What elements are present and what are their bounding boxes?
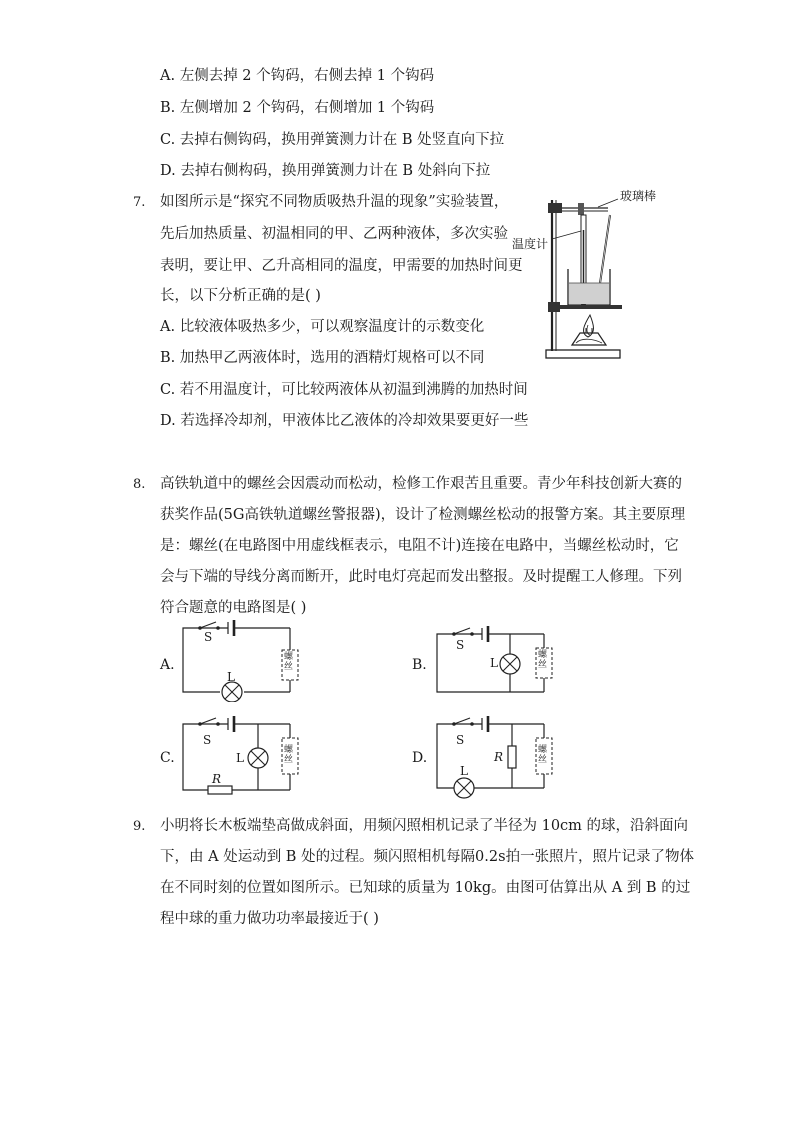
liquid <box>569 283 609 304</box>
circuit-d-lamp-label: L <box>460 764 468 778</box>
q6-option-a: A. 左侧去掉 2 个钩码，右侧去掉 1 个钩码 <box>160 68 435 84</box>
q7-option-d: D. 若选择冷却剂，甲液体比乙液体的冷却效果要更好一些 <box>160 413 529 429</box>
q9-stem-line-1: 小明将长木板端垫高做成斜面，用频闪照相机记录了半径为 10cm 的球，沿斜面向 <box>160 818 689 834</box>
circuit-c-lamp-label: L <box>236 751 244 765</box>
q8-number: 8. <box>133 477 146 492</box>
q6-option-d: D. 去掉右侧构码，换用弹簧测力计在 B 处斜向下拉 <box>160 163 491 179</box>
circuit-c-resistor-label: R <box>212 772 222 786</box>
circuit-a-option-label: A. <box>160 657 175 673</box>
q7-stem-line-3: 表明，要让甲、乙升高相同的温度，甲需要的加热时间更 <box>160 258 523 274</box>
stand-base <box>546 350 620 358</box>
circuit-b-switch-label: S <box>456 638 465 652</box>
circuit-a-screw-label: 螺丝 <box>284 652 294 672</box>
q8-stem-line-5: 符合题意的电路图是( ) <box>160 600 307 616</box>
q8-stem-line-4: 会与下端的导线分离而断开，此时电灯亮起而发出整报。及时提醒工人修理。下列 <box>160 569 682 585</box>
circuit-b-lamp-label: L <box>490 656 498 670</box>
circuit-c-option-label: C. <box>160 750 175 766</box>
circuit-b-option-label: B. <box>412 657 427 673</box>
q7-stem-line-1: 如图所示是“探究不同物质吸热升温的现象”实验装置， <box>160 194 509 210</box>
q7-stem-line-2: 先后加热质量、初温相同的甲、乙两种液体，多次实验 <box>160 226 508 242</box>
circuit-d-screw-label: 螺丝 <box>538 745 548 765</box>
circuit-d-resistor-label: R <box>494 750 504 764</box>
q8-stem-line-1: 高铁轨道中的螺丝会因震动而松动，检修工作艰苦且重要。青少年科技创新大赛的 <box>160 476 682 492</box>
circuit-b-screw-label: 螺丝 <box>538 650 548 670</box>
q9-stem-line-2: 下，由 A 处运动到 B 处的过程。频闪照相机每隔0.2s拍一张照片，照片记录了物体 <box>160 849 695 865</box>
circuit-d-option-label: D. <box>412 750 428 766</box>
q9-stem-line-4: 程中球的重力做功功率最接近于( ) <box>160 911 379 927</box>
circuit-c-switch-label: S <box>203 733 212 747</box>
circuit-a-lamp-label: L <box>227 670 235 684</box>
resistor-r <box>508 746 516 768</box>
q7-option-c: C. 若不用温度计，可比较两液体从初温到沸腾的加热时间 <box>160 382 528 398</box>
q7-stem-line-4: 长，以下分析正确的是( ) <box>160 288 321 304</box>
circuit-a-switch-label: S <box>204 630 213 644</box>
q8-stem-line-3: 是：螺丝(在电路图中用虚线框表示，电阻不计)连接在电路中，当螺丝松动时，它 <box>160 538 679 554</box>
q8-stem-line-2: 获奖作品(5G高铁轨道螺丝警报器)，设计了检测螺丝松动的报警方案。其主要原理 <box>160 507 686 523</box>
q6-option-b: B. 左侧增加 2 个钩码，右侧增加 1 个钩码 <box>160 100 435 116</box>
q7-option-a: A. 比较液体吸热多少，可以观察温度计的示数变化 <box>160 319 485 335</box>
circuit-c-screw-label: 螺丝 <box>284 745 294 765</box>
label-glass-rod: 玻璃棒 <box>620 189 657 203</box>
q6-option-c: C. 去掉右侧钩码，换用弹簧测力计在 B 处竖直向下拉 <box>160 132 505 148</box>
q7-apparatus-figure <box>510 185 670 365</box>
q9-stem-line-3: 在不同时刻的位置如图所示。已知球的质量为 10kg。由图可估算出从 A 到 B 的过 <box>160 880 691 896</box>
q7-option-b: B. 加热甲乙两液体时，选用的酒精灯规格可以不同 <box>160 350 485 366</box>
gauze-support <box>550 305 622 309</box>
q7-number: 7. <box>133 195 146 210</box>
upper-clamp <box>548 203 562 213</box>
q9-number: 9. <box>133 819 146 834</box>
label-thermometer: 温度计 <box>512 237 549 251</box>
circuit-d-switch-label: S <box>456 733 465 747</box>
